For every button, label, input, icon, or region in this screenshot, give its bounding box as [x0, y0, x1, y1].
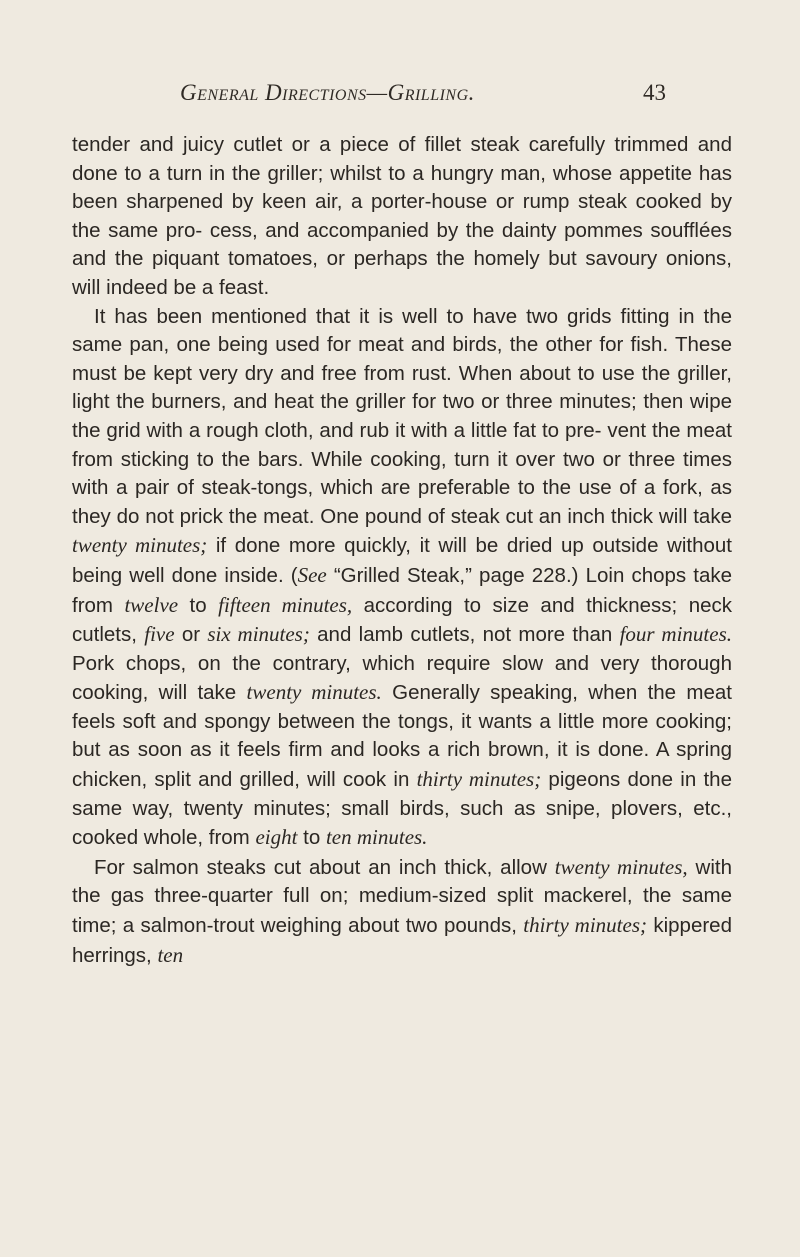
italic-text: twelve: [124, 592, 179, 617]
body-text: [72, 131, 732, 970]
text-run: according to size and thickness; neck cutlets,: [72, 593, 732, 647]
italic-text: thirty minutes;: [523, 913, 647, 938]
paragraph: [72, 853, 732, 970]
italic-text: four minutes.: [619, 622, 732, 647]
page-number: 43: [643, 80, 666, 105]
italic-text: twenty minutes.: [246, 680, 382, 705]
text-run: to: [178, 593, 219, 617]
paragraph: [72, 131, 732, 303]
italic-text: fifteen minutes,: [218, 592, 353, 617]
italic-text: twenty minutes;: [72, 533, 208, 558]
text-run: and lamb cutlets, not more than: [309, 623, 620, 647]
text-run: if done more quickly, it will be dried up outside without being well done inside. (: [72, 534, 733, 587]
text-run: pigeons done in the same way, twenty minutes; small birds, such as snipe, plovers, etc., cooked whole, from: [72, 768, 732, 850]
text-run: “Grilled Steak,” page 228.) Loin chops take from: [72, 563, 732, 617]
italic-text: ten: [157, 942, 184, 967]
text-run: tender and juicy cutlet or a piece of fillet steak carefully trimmed and done to a turn in the griller; whilst to a hungry man, whose appetite has been sharpened by keen air, a porter-house or rump steak cooked by the same pro- cess, and accompanied by the dainty pommes soufflées and the piquant tomatoes, or perhaps the homely but savoury onions, will indeed be a feast.: [72, 133, 732, 299]
italic-text: five: [144, 622, 175, 647]
text-run: Pork chops, on the contrary, which require slow and very thorough cooking, will take: [72, 651, 732, 705]
text-run: It has been mentioned that it is well to have two grids fitting in the same pan, one being used for meat and birds, the other for fish. These must be kept very dry and free from rust. When about to use the griller, light the burners, and heat the griller for two or three minutes; then wipe the grid with a rough cloth, and rub it with a little fat to pre- vent the meat from sticking to the bars. While cooking, turn it over two or three times with a pair of steak-tongs, which are preferable to the use of a fork, as they do not prick the meat. One pound of steak cut an inch thick will take: [72, 304, 732, 528]
italic-text: See: [297, 562, 327, 587]
italic-text: ten minutes.: [325, 825, 428, 850]
running-title: General Directions—Grilling.: [180, 80, 475, 105]
running-head: [0, 80, 800, 116]
paragraph: [72, 303, 732, 853]
text-run: kippered herrings,: [72, 914, 732, 967]
text-run: or: [174, 623, 208, 647]
text-run: For salmon steaks cut about an inch thick, allow: [94, 855, 555, 879]
text-run: with the gas three-quarter full on; medium-sized split mackerel, the same time; a salmon-trout weighing about two pounds,: [72, 855, 732, 938]
text-run: to: [297, 826, 326, 850]
italic-text: six minutes;: [207, 622, 310, 647]
italic-text: thirty minutes;: [416, 767, 542, 792]
text-run: Generally speaking, when the meat feels soft and spongy between the tongs, it wants a little more cooking; but as soon as it feels firm and looks a rich brown, it is done. A spring chicken, split and grilled, will cook in: [72, 681, 732, 792]
italic-text: eight: [255, 825, 298, 850]
italic-text: twenty minutes,: [554, 854, 688, 879]
